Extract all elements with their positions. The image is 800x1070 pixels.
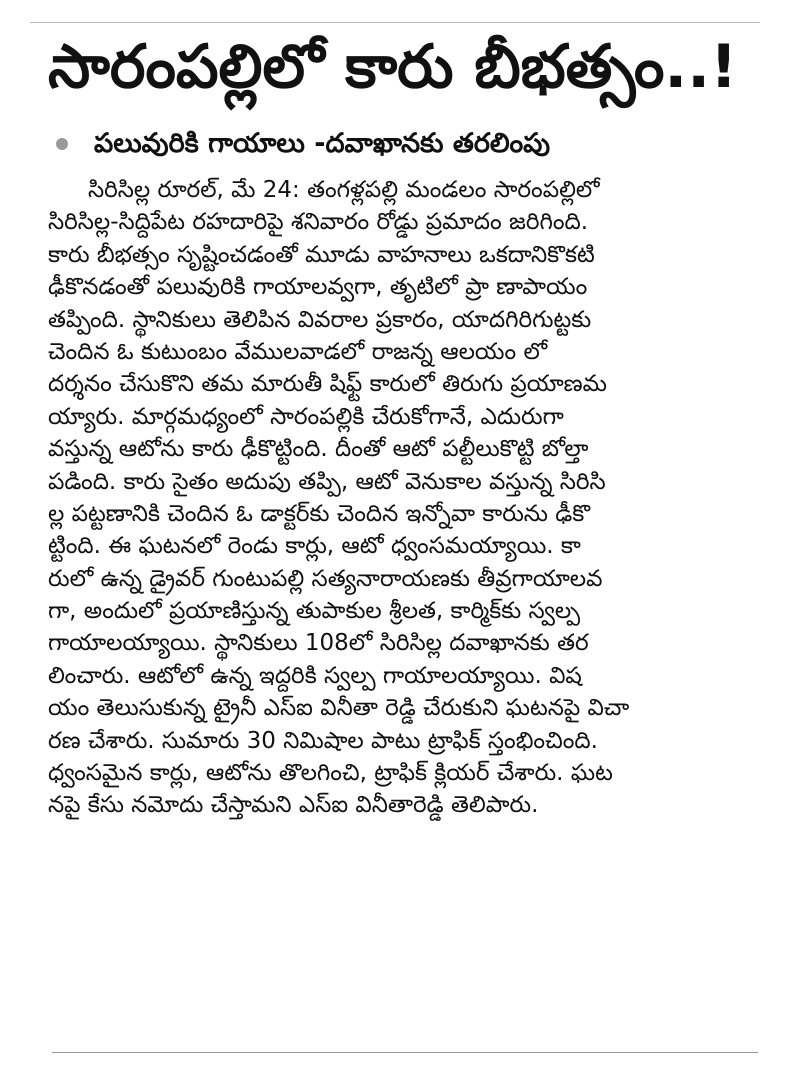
body-line: గా, అందులో ప్రయాణిస్తున్న తుపాకుల శ్రీలత, కార్మిక్‌కు స్వల్ప xyxy=(48,598,581,625)
bullet-icon xyxy=(56,138,68,150)
body-line: సిరిసిల్ల రూరల్, మే 24: తంగళ్లపల్లి మండలం సారంపల్లిలో xyxy=(88,177,600,203)
subheadline-row xyxy=(56,126,746,161)
body-line: ఢీకొనడంతో పలువురికి గాయాలవ్వగా, తృటిలో ప్రా ణాపాయం xyxy=(48,274,588,301)
body-line: చెందిన ఓ కుటుంబం వేములవాడలో రాజన్న ఆలయం లో xyxy=(48,338,548,365)
body-line: ట్టింది. ఈ ఘటనలో రెండు కార్లు, ఆటో ధ్వంసమయ్యాయి. కా xyxy=(48,533,581,560)
headline: సారంపల్లిలో కారు బీభత్సం..! xyxy=(48,32,738,102)
body-line: పడింది. కారు సైతం అదుపు తప్పి, ఆటో వెనుకాల వస్తున్న సిరిసి xyxy=(48,468,606,495)
top-divider xyxy=(30,22,760,23)
body-line: య్యారు. మార్గమధ్యంలో సారంపల్లికి చేరుకోగానే, ఎదురుగా xyxy=(48,403,564,430)
body-line: సిరిసిల్ల-సిద్దిపేట రహదారిపై శనివారం రోడ్డు ప్రమాదం జరిగింది. xyxy=(48,209,589,236)
body-line: గాయాలయ్యాయి. స్థానికులు 108లో సిరిసిల్ల దవాఖానకు తర xyxy=(48,630,589,657)
body-line: వస్తున్న ఆటోను కారు ఢీకొట్టింది. దీంతో ఆటో పల్టీలుకొట్టి బోల్తా xyxy=(48,436,589,463)
body-line: రణ చేశారు. సుమారు 30 నిమిషాల పాటు ట్రాఫిక్ స్తంభించింది. xyxy=(48,727,598,754)
subheadline: పలువురికి గాయాలు -దవాఖానకు తరలింపు xyxy=(94,128,551,159)
article-body xyxy=(48,174,748,822)
body-line: లించారు. ఆటోలో ఉన్న ఇద్దరికి స్వల్ప గాయాలయ్యాయి. విష xyxy=(48,662,582,689)
body-line: ధ్వంసమైన కార్లు, ఆటోను తొలగించి, ట్రాఫిక్ క్లియర్ చేశారు. ఘట xyxy=(48,760,613,787)
body-line: రులో ఉన్న డ్రైవర్ గుంటుపల్లి సత్యనారాయణకు తీవ్రగాయాలవ xyxy=(48,565,603,592)
bottom-divider xyxy=(52,1052,758,1053)
body-line: ల్ల పట్టణానికి చెందిన ఓ డాక్టర్‌కు చెందిన ఇన్నోవా కారును ఢీకొ xyxy=(48,500,590,527)
body-line: దర్శనం చేసుకొని తమ మారుతీ షిఫ్ట్ కారులో తిరుగు ప్రయాణమ xyxy=(48,371,607,398)
body-line: కారు బీభత్సం సృష్టించడంతో మూడు వాహనాలు ఒకదానికొకటి xyxy=(48,241,595,268)
body-line: యం తెలుసుకున్న ట్రైనీ ఎస్ఐ వినీతా రెడ్డి చేరుకుని ఘటనపై విచా xyxy=(48,695,630,722)
body-line: నపై కేసు నమోదు చేస్తామని ఎస్ఐ వినీతారెడ్డి తెలిపారు. xyxy=(48,792,539,819)
body-line: తప్పింది. స్థానికులు తెలిపిన వివరాల ప్రకారం, యాదగిరిగుట్టకు xyxy=(48,306,592,333)
